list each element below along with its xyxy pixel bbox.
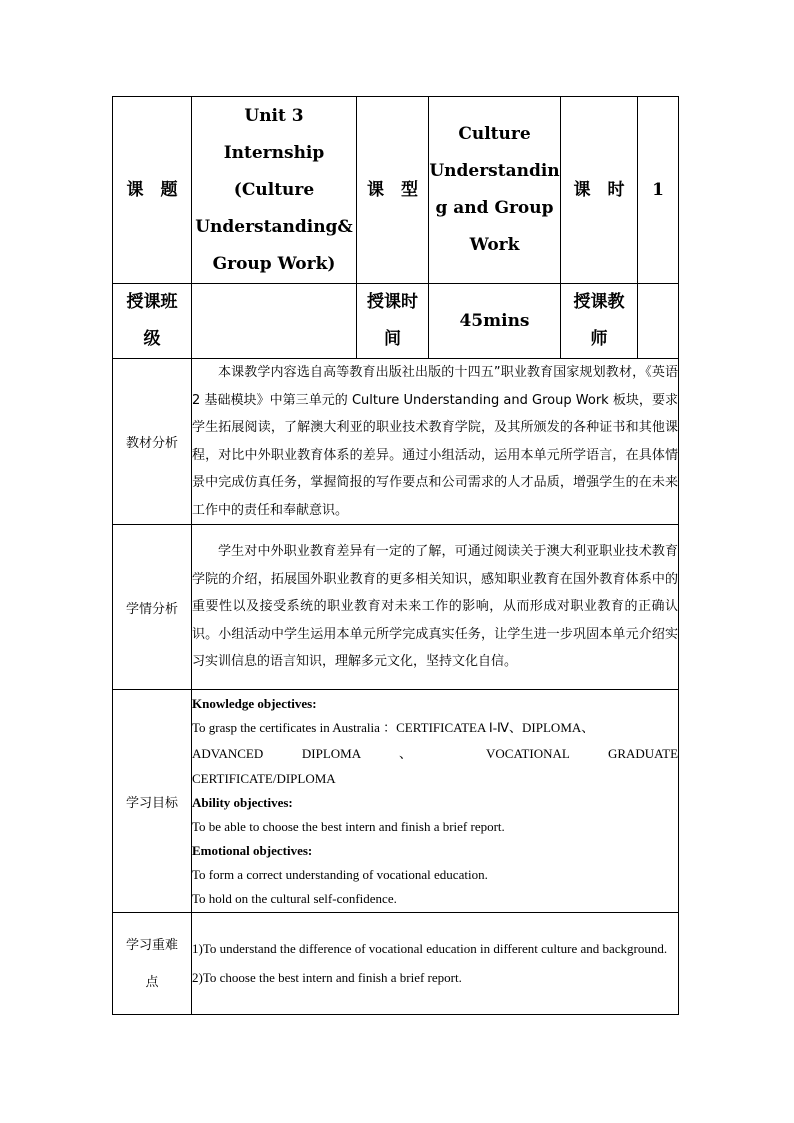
- type-line: g and Group: [435, 198, 554, 218]
- topic-label: 课 题: [113, 97, 192, 284]
- textbook-analysis-label: 教材分析: [113, 359, 192, 525]
- lesson-plan-table: [112, 96, 679, 1015]
- objectives-label: 学习目标: [113, 690, 192, 913]
- knowledge-line-3: CERTIFICATE/DIPLOMA: [192, 770, 336, 786]
- key-points-row: [113, 913, 679, 1015]
- key-point-1: 1)To understand the difference of vocational education in different culture and background.: [192, 941, 668, 956]
- key-point-2: 2)To choose the best intern and finish a brief report.: [192, 970, 462, 985]
- class-label-line: 授课班: [126, 292, 178, 312]
- objectives-content: [192, 690, 679, 913]
- key-points-label: [113, 913, 192, 1015]
- emotional-heading: Emotional objectives:: [192, 842, 313, 858]
- topic-line: (Culture: [233, 179, 315, 200]
- textbook-analysis-text: [192, 359, 679, 525]
- knowledge-word: DIPLOMA: [301, 745, 361, 761]
- emotional-text-2: To hold on the cultural self-confidence.: [192, 890, 397, 906]
- second-row: [113, 284, 679, 359]
- topic-value: [192, 97, 357, 284]
- emotional-text-1: To form a correct understanding of vocational education.: [192, 866, 488, 882]
- header-row: [113, 97, 679, 284]
- topic-line: Unit 3: [244, 105, 304, 126]
- teacher-value: [638, 284, 679, 359]
- type-line: Work: [469, 235, 520, 255]
- topic-line: Understanding&: [195, 216, 353, 237]
- time-value: 45mins: [429, 284, 561, 359]
- ability-heading: Ability objectives:: [192, 794, 293, 810]
- hours-value: 1: [638, 97, 679, 284]
- type-line: Culture: [458, 124, 531, 144]
- teacher-label-line: 授课教: [573, 292, 625, 312]
- textbook-analysis-row: [113, 359, 679, 525]
- type-value: [429, 97, 561, 284]
- class-label: [113, 284, 192, 359]
- hours-label: 课 时: [561, 97, 638, 284]
- type-label: 课 型: [357, 97, 429, 284]
- time-label-line: 授课时: [367, 292, 418, 312]
- knowledge-line-2: [192, 740, 678, 767]
- textbook-analysis-paragraph: 本课教学内容选自高等教育出版社出版的十四五”职业教育国家规划教材，《英语 2 基础模块》中第三单元的 Culture Understanding and Group Work 板块，要求学生拓展阅读，了解澳大利亚的职业技术教育学院，及其所颁发的各种证书和其他课程，对比中外职业教育体系的差异。通过小组活动，运用本单元所学语言，在具体情景中完成仿真任务，掌握简报的写作要点和公司需求的人才品质，增强学生的在未来工作中的责任和奉献意识。: [192, 365, 678, 518]
- key-points-label-line: 点: [145, 974, 159, 990]
- teacher-label: [561, 284, 638, 359]
- key-points-label-line: 学习重难: [125, 937, 178, 953]
- type-line: Understandin: [429, 161, 560, 181]
- learner-analysis-text: [192, 525, 679, 690]
- time-label: [357, 284, 429, 359]
- learner-analysis-label: 学情分析: [113, 525, 192, 690]
- knowledge-word: ADVANCED: [192, 745, 264, 761]
- key-points-content: [192, 913, 679, 1015]
- time-label-line: 间: [384, 329, 401, 349]
- knowledge-heading: Knowledge objectives:: [192, 695, 317, 711]
- learner-analysis-row: [113, 525, 679, 690]
- topic-line: Group Work): [212, 253, 336, 274]
- knowledge-word: 、: [399, 745, 448, 761]
- topic-line: Internship: [223, 142, 325, 163]
- learner-analysis-paragraph: 学生对中外职业教育差异有一定的了解，可通过阅读关于澳大利亚职业技术教育学院的介绍，拓展国外职业教育的更多相关知识，感知职业教育在国外教育体系中的重要性以及接受系统的职业教育对未来工作的影响，从而形成对职业教育的正确认识。小组活动中学生运用本单元所学完成真实任务，让学生进一步巩固本单元介绍实习实训信息的语言知识，理解多元文化，坚持文化自信。: [192, 544, 678, 670]
- class-label-line: 级: [143, 329, 161, 349]
- class-value: [192, 284, 357, 359]
- teacher-label-line: 师: [590, 329, 608, 349]
- knowledge-word: VOCATIONAL: [486, 745, 570, 761]
- knowledge-line-1: To grasp the certificates in Australia ：CERTIFICATEA Ⅰ-Ⅳ、DIPLOMA、: [192, 719, 595, 735]
- ability-text: To be able to choose the best intern and finish a brief report.: [192, 818, 505, 834]
- objectives-row: [113, 690, 679, 913]
- knowledge-word: GRADUATE: [607, 745, 679, 761]
